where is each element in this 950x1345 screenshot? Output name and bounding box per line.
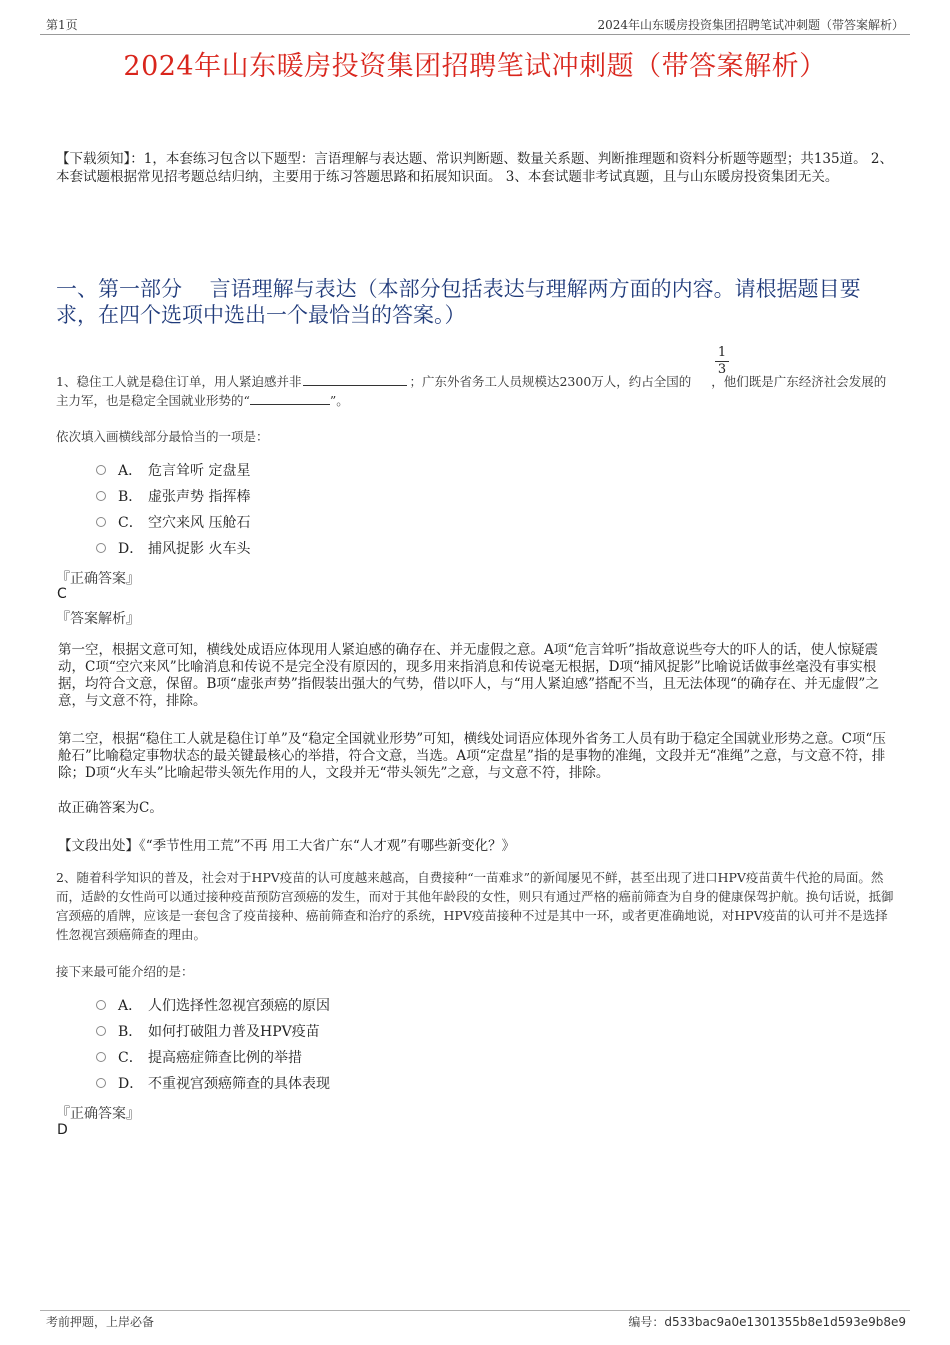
page-header [40, 14, 910, 34]
q2-option-d[interactable]: D． 不重视宫颈癌筛查的具体表现 [96, 1071, 330, 1097]
radio-icon[interactable] [96, 1026, 106, 1036]
question-2-stem: 2、随着科学知识的普及，社会对于HPV疫苗的认可度越来越高，自费接种“一苗难求”的新闻屡见不鲜，甚至出现了进口HPV疫苗黄牛代抢的局面。然而，适龄的女性尚可以通过接种疫苗预防宫颈癌的发生，而对于其他年龄段的女性，则只有通过严格的癌前筛查为自身的健康保驾护航。换句话说，抵御宫颈癌的盾牌，应该是一套包含了疫苗接种、癌前筛查和治疗的系统，HPV疫苗接种不过是其中一环，或者更准确地说，对HPV疫苗的认可并不是选择性忽视宫颈癌筛查的理由。 [56, 870, 894, 942]
q1-analysis-label: 『答案解析』 [56, 611, 140, 627]
q1-answer: C [57, 586, 67, 602]
header-divider [40, 34, 910, 35]
q1-analysis-paragraph-1: 第一空，根据文意可知，横线处成语应体现用人紧迫感的确存在、并无虚假之意。A项“危言耸听”指故意说些夸大的吓人的话，使人惊疑震动，C项“空穴来风”比喻消息和传说不是完全没有原因的，现多用来指消息和传说毫无根据，D项“捕风捉影”比喻说话做事丝毫没有事实根据，均符合文意，保留。B项“虚张声势”指假装出强大的气势，借以吓人，与“用人紧迫感”搭配不当，且无法体现“的确存在、并无虚假”之意，与文意不符，排除。 [58, 642, 879, 709]
q2-answer: D [57, 1122, 68, 1138]
fraction-denominator: 3 [717, 362, 727, 377]
q1-blank-1 [303, 372, 407, 386]
download-notice: 【下载须知】：1，本套练习包含以下题型：言语理解与表达题、常识判断题、数量关系题、判断推理题和资料分析题等题型；共135道。 2、本套试题根据常见招考题总结归纳，主要用于练习答题思路和拓展知识面。 3、本套试题非考试真题，且与山东暖房投资集团无关。 [56, 151, 893, 185]
page-footer [40, 1313, 910, 1333]
q2-option-a[interactable]: A． 人们选择性忽视宫颈癌的原因 [96, 993, 330, 1019]
question-2-options [96, 993, 330, 1097]
q1-source: 【文段出处】《“季节性用工荒”不再 用工大省广东“人才观”有哪些新变化？》 [58, 838, 516, 854]
q1-option-c[interactable]: C． 空穴来风 压舱石 [96, 510, 250, 536]
question-1-prompt: 依次填入画横线部分最恰当的一项是： [56, 429, 269, 444]
header-doc-title: 2024年山东暖房投资集团招聘笔试冲刺题（带答案解析） [597, 18, 904, 32]
q1-option-d[interactable]: D． 捕风捉影 火车头 [96, 536, 250, 562]
q1-analysis-paragraph-2: 第二空，根据“稳住工人就是稳住订单”及“稳定全国就业形势”可知，横线处词语应体现外省务工人员有助于稳定全国就业形势之意。C项“压舱石”比喻稳定事物状态的最关键最核心的举措，符合文意，当选。A项“定盘星”指的是事物的准绳，文段并无“准绳”之意，与文意不符，排除；D项“火车头”比喻起带头领先作用的人，文段并无“带头领先”之意，与文意不符，排除。 [58, 731, 886, 781]
radio-icon[interactable] [96, 1000, 106, 1010]
q1-text-a: 1、稳住工人就是稳住订单，用人紧迫感并非 [56, 374, 302, 389]
footer-slogan: 考前押题，上岸必备 [46, 1315, 155, 1329]
fraction-numerator: 1 [715, 345, 729, 362]
footer-divider [40, 1310, 910, 1311]
q1-text-d: ”。 [329, 393, 349, 408]
section-heading: 一、第一部分 言语理解与表达（本部分包括表达与理解两方面的内容。请根据题目要求，在四个选项中选出一个最恰当的答案。） [56, 277, 861, 327]
document-title: 2024年山东暖房投资集团招聘笔试冲刺题（带答案解析） [123, 51, 827, 82]
q2-answer-label: 『正确答案』 [56, 1106, 140, 1122]
q1-analysis-conclusion: 故正确答案为C。 [58, 800, 163, 816]
q1-text-b: ；广东外省务工人员规模达2300万人，约占全国的 [409, 374, 692, 389]
question-1-stem [56, 372, 898, 410]
q2-option-c[interactable]: C． 提高癌症筛查比例的举措 [96, 1045, 330, 1071]
radio-icon[interactable] [96, 1052, 106, 1062]
q1-option-a[interactable]: A． 危言耸听 定盘星 [96, 458, 250, 484]
page-number: 第1页 [46, 18, 78, 32]
q1-answer-label: 『正确答案』 [56, 571, 140, 587]
footer-code-label: 编号： [628, 1315, 665, 1329]
radio-icon[interactable] [96, 465, 106, 475]
question-2-prompt: 接下来最可能介绍的是： [56, 964, 194, 979]
radio-icon[interactable] [96, 1078, 106, 1088]
question-1-options [96, 458, 250, 562]
footer-code [628, 1313, 906, 1330]
radio-icon[interactable] [96, 491, 106, 501]
q2-option-b[interactable]: B． 如何打破阻力普及HPV疫苗 [96, 1019, 330, 1045]
radio-icon[interactable] [96, 543, 106, 553]
q1-option-b[interactable]: B． 虚张声势 指挥棒 [96, 484, 250, 510]
q1-blank-2 [250, 391, 330, 405]
radio-icon[interactable] [96, 517, 106, 527]
footer-code-value: d533bac9a0e1301355b8e1d593e9b8e9 [664, 1315, 906, 1329]
q1-text-c: ，他们既是广东经济社会发展的主力军，也是稳定全国就业形势的“ [56, 374, 887, 408]
